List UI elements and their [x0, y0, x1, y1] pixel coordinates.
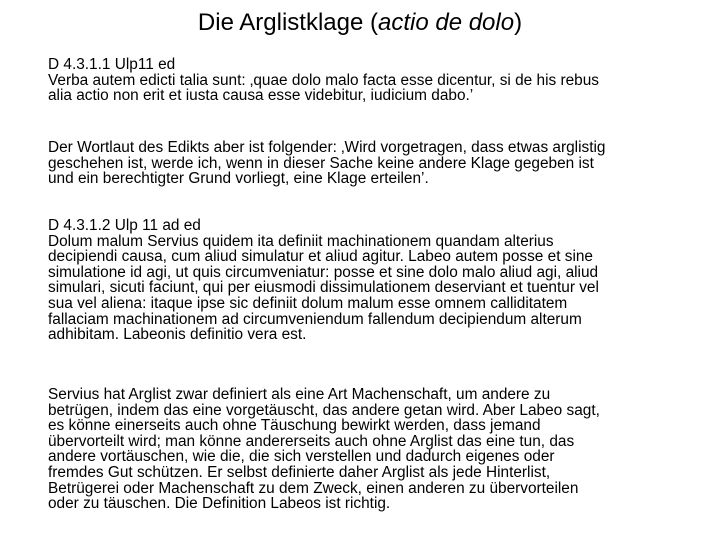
text-line: Der Wortlaut des Edikts aber ist folgender: ‚Wird vorgetragen, dass etwas arglistig — [48, 139, 606, 156]
text-line: decipiendi causa, cum aliud simulatur et aliud agitur. Labeo autem posse et sine — [48, 248, 593, 266]
paragraph-german-2 — [48, 387, 708, 512]
paragraph-latin-1 — [48, 57, 708, 104]
text-line: Servius hat Arglist zwar definiert als eine Art Machenschaft, um andere zu — [48, 386, 551, 403]
text-line: übervorteilt wird; man könne andererseits auch ohne Arglist das eine tun, das — [48, 432, 575, 450]
text-line: Dolum malum Servius quidem ita definiit machinationem quandam alterius — [48, 232, 554, 250]
text-line: fremdes Gut schützen. Er selbst definierte daher Arglist als jede Hinterlist, — [48, 463, 551, 481]
text-line: fallaciam machinationem ad circumveniendum fallendum decipiendum alterum — [48, 310, 582, 328]
text-line: adhibitam. Labeonis definitio vera est. — [48, 326, 307, 344]
text-line: sua vel aliena: itaque ipse sic definiit dolum malum esse omnem calliditatem — [48, 294, 568, 312]
text-line: Betrügerei oder Machenschaft zu dem Zweck, einen anderen zu übervorteilen — [48, 479, 579, 497]
text-line: D 4.3.1.1 Ulp11 ed — [48, 56, 176, 73]
title-prefix: Die Arglistklage ( — [197, 9, 378, 36]
paragraph-latin-2 — [48, 218, 708, 343]
text-line: andere vortäuschen, wie die, die sich verstellen und dadurch eigenes oder — [48, 448, 555, 466]
text-line: betrügen, indem das eine vorgetäuscht, das andere getan wird. Aber Labeo sagt, — [48, 401, 600, 419]
title-suffix: ) — [514, 9, 523, 36]
text-line: simulatione id agi, ut quis circumveniatur: posse et sine dolo malo aliud agi, aliud — [48, 263, 599, 281]
text-line: oder zu täuschen. Die Definition Labeos ist richtig. — [48, 495, 391, 513]
text-line: simulari, sicuti faciunt, qui per eiusmodi dissimulationem deserviant et tuentur vel — [48, 279, 599, 297]
text-line: es könne einerseits auch ohne Täuschung bewirkt werden, dass jemand — [48, 417, 541, 435]
text-line: geschehen ist, werde ich, wenn in dieser Sache keine andere Klage gegeben ist — [48, 154, 594, 172]
paragraph-german-1 — [48, 140, 708, 187]
text-line: alia actio non erit et iusta causa esse videbitur, iudicium dabo.’ — [48, 87, 474, 105]
page-title — [0, 8, 720, 38]
text-line: Verba autem edicti talia sunt: ‚quae dolo malo facta esse dicentur, si de his rebus — [48, 71, 599, 89]
title-italic: actio de dolo — [377, 9, 515, 36]
text-line: und ein berechtigter Grund vorliegt, eine Klage erteilen’. — [48, 170, 429, 188]
text-line: D 4.3.1.2 Ulp 11 ad ed — [48, 217, 201, 234]
